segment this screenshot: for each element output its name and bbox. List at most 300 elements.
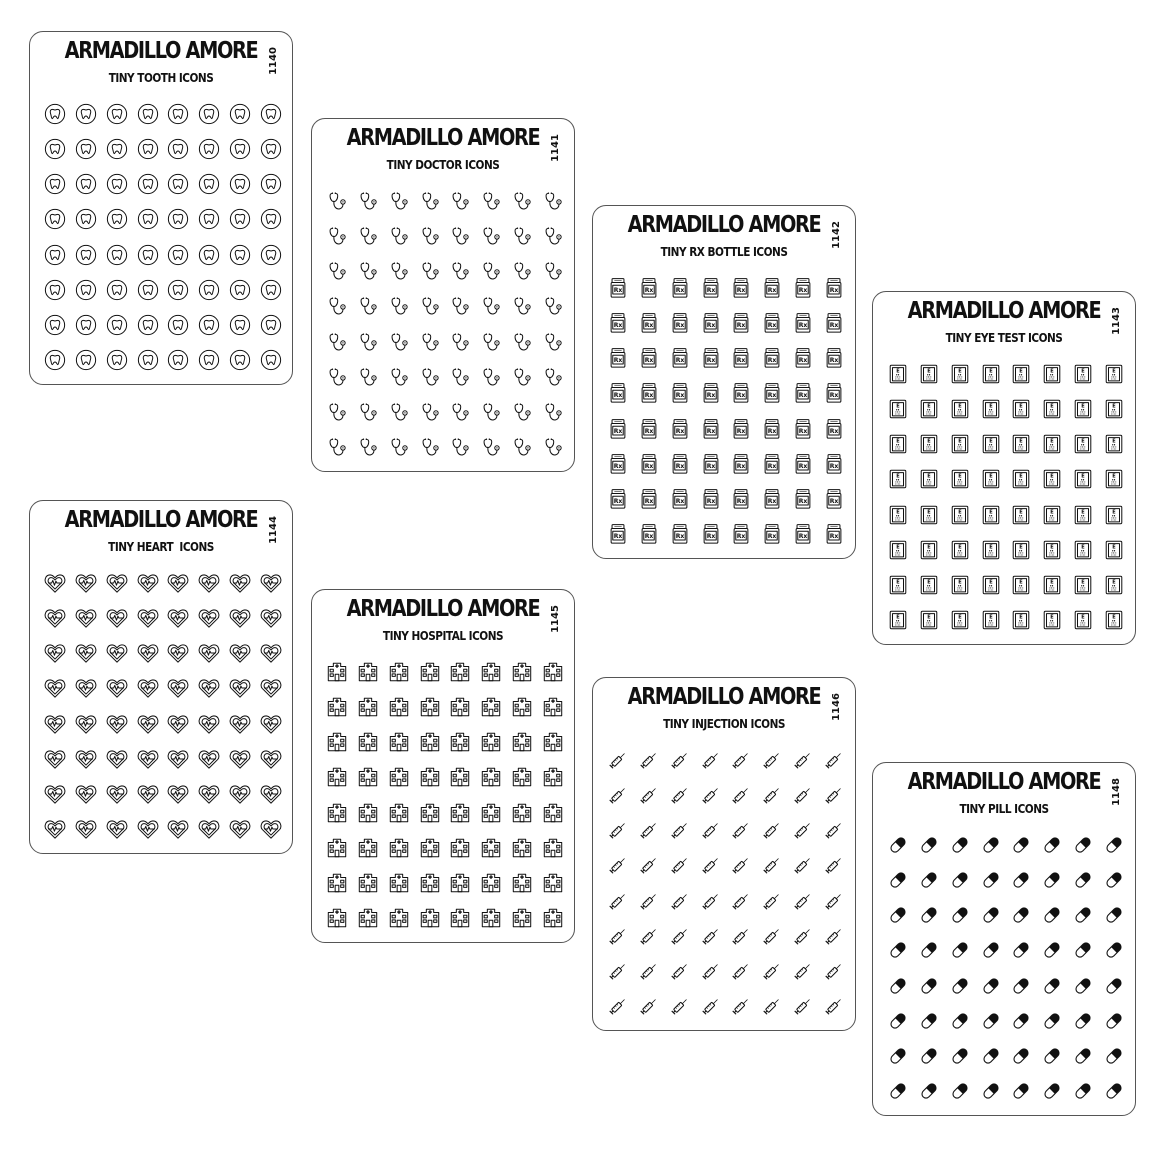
sheet-title: TINY HEART ICONS [108, 539, 214, 554]
svg-text:E: E [896, 368, 901, 375]
rx-bottle-icon [700, 488, 722, 510]
rx-bottle-icon [792, 277, 814, 299]
sticker-cell [132, 96, 163, 131]
svg-text:E: E [927, 509, 931, 516]
sticker-cell [132, 308, 163, 343]
rx-bottle-icon [669, 382, 691, 404]
svg-text:Rx: Rx [644, 427, 654, 435]
svg-text:E: E [896, 438, 901, 445]
sheet-code: 1141 [550, 134, 561, 162]
rx-bottle-icon [730, 418, 752, 440]
sticker-cell [225, 706, 256, 741]
sticker-cell [414, 760, 445, 795]
sticker-cell [476, 359, 507, 394]
heartbeat-icon [198, 642, 220, 664]
sticker-cell [445, 359, 476, 394]
sticker-cell [322, 725, 353, 760]
eye-chart-icon [949, 433, 971, 455]
svg-text:Rx: Rx [767, 392, 777, 400]
heartbeat-icon [198, 677, 220, 699]
sticker-cell [818, 777, 849, 812]
syringe-icon [638, 819, 660, 841]
sticker-cell [634, 813, 665, 848]
hospital-icon [542, 766, 564, 788]
icon-grid [322, 183, 568, 465]
sticker-cell [132, 202, 163, 237]
sticker-cell [695, 813, 726, 848]
sticker-cell [788, 918, 819, 953]
sticker-cell [163, 671, 194, 706]
svg-text:Rx: Rx [737, 322, 746, 330]
hospital-icon [449, 766, 471, 788]
sheet-code: 1145 [550, 605, 561, 633]
sticker-cell [353, 359, 384, 394]
heartbeat-icon [75, 783, 97, 805]
syringe-icon [607, 749, 629, 771]
sticker-cell [726, 270, 757, 305]
sticker-cell [726, 446, 757, 481]
syringe-icon [700, 890, 722, 912]
sticker-cell [445, 760, 476, 795]
svg-text:Rx: Rx [675, 463, 685, 471]
svg-text:Rx: Rx [614, 392, 623, 400]
sticker-cell [40, 565, 71, 600]
svg-text:Rx: Rx [767, 286, 777, 294]
eye-chart-icon [949, 468, 971, 490]
syringe-icon [761, 925, 783, 947]
rx-bottle-icon [823, 453, 845, 475]
stethoscope-icon [326, 260, 348, 282]
rx-bottle-icon [669, 277, 691, 299]
sticker-cell [384, 289, 415, 324]
svg-text:E: E [1019, 509, 1024, 516]
stethoscope-icon [542, 260, 564, 282]
pill-icon [980, 1080, 1002, 1102]
tooth-icon [260, 173, 282, 195]
syringe-icon [638, 854, 660, 876]
syringe-icon [669, 854, 691, 876]
sticker-cell [665, 989, 696, 1024]
stethoscope-icon [449, 190, 471, 212]
sticker-cell [225, 202, 256, 237]
sticker-cell [1037, 1074, 1068, 1109]
svg-text:E: E [1050, 509, 1054, 516]
sticker-cell [476, 289, 507, 324]
rx-bottle-icon [638, 382, 660, 404]
heartbeat-icon [75, 748, 97, 770]
sticker-cell [71, 272, 102, 307]
sticker-cell [507, 725, 538, 760]
tooth-icon [44, 349, 66, 371]
sticker-cell [194, 565, 225, 600]
syringe-icon [761, 819, 783, 841]
svg-text:Rx: Rx [675, 357, 685, 365]
sticker-cell [726, 989, 757, 1024]
sticker-cell [537, 689, 568, 724]
sticker-cell [71, 237, 102, 272]
sticker-cell [788, 954, 819, 989]
pill-icon [918, 1080, 940, 1102]
sticker-cell [102, 636, 133, 671]
svg-text:E: E [958, 438, 962, 445]
hospital-icon [388, 696, 410, 718]
hospital-icon [511, 661, 533, 683]
sticker-cell [1006, 898, 1037, 933]
sticker-cell [757, 883, 788, 918]
sticker-cell [726, 918, 757, 953]
tooth-icon [198, 279, 220, 301]
hospital-icon [419, 766, 441, 788]
sticker-cell [975, 1074, 1006, 1109]
stethoscope-icon [480, 225, 502, 247]
tooth-icon [75, 314, 97, 336]
sticker-cell [445, 654, 476, 689]
stethoscope-icon [419, 366, 441, 388]
heartbeat-icon [106, 607, 128, 629]
svg-text:E: E [1081, 403, 1085, 410]
sticker-cell [945, 1003, 976, 1038]
sticker-cell [255, 167, 286, 202]
rx-bottle-icon [607, 488, 629, 510]
hospital-icon [419, 731, 441, 753]
svg-text:Rx: Rx [737, 427, 746, 435]
pill-icon [1010, 1045, 1032, 1067]
sticker-cell [665, 305, 696, 340]
heartbeat-icon [260, 783, 282, 805]
icon-grid [603, 270, 849, 552]
svg-text:Rx: Rx [767, 357, 777, 365]
sticker-cell [603, 813, 634, 848]
sticker-cell [102, 308, 133, 343]
eye-chart-icon [887, 433, 909, 455]
svg-text:E: E [1111, 473, 1116, 480]
sticker-cell [132, 565, 163, 600]
rx-bottle-icon [730, 312, 752, 334]
sticker-cell [1068, 462, 1099, 497]
sticker-cell [322, 218, 353, 253]
sticker-cell [163, 96, 194, 131]
svg-text:Rx: Rx [829, 322, 838, 330]
tooth-icon [229, 349, 251, 371]
sticker-cell [634, 918, 665, 953]
sticker-cell [507, 654, 538, 689]
stethoscope-icon [419, 401, 441, 423]
sticker-cell [414, 395, 445, 430]
sticker-cell [353, 218, 384, 253]
pill-icon [918, 869, 940, 891]
rx-bottle-icon [761, 312, 783, 334]
pill-icon [1010, 904, 1032, 926]
heartbeat-icon [229, 713, 251, 735]
stethoscope-icon [511, 225, 533, 247]
sticker-cell [695, 989, 726, 1024]
sticker-cell [603, 848, 634, 883]
hospital-icon [542, 696, 564, 718]
eye-chart-icon [1041, 539, 1063, 561]
svg-text:E: E [958, 509, 962, 516]
sticker-cell [71, 202, 102, 237]
pill-icon [887, 1080, 909, 1102]
sticker-cell [102, 343, 133, 378]
sticker-cell [788, 989, 819, 1024]
heartbeat-icon [260, 642, 282, 664]
pill-icon [980, 1045, 1002, 1067]
stethoscope-icon [449, 295, 471, 317]
eye-chart-icon [1010, 504, 1032, 526]
sticker-cell [102, 272, 133, 307]
rx-bottle-icon [607, 453, 629, 475]
sticker-cell [384, 866, 415, 901]
sticker-cell [1068, 356, 1099, 391]
sticker-cell [757, 813, 788, 848]
syringe-icon [730, 854, 752, 876]
sticker-cell [322, 395, 353, 430]
syringe-icon [607, 784, 629, 806]
pill-icon [949, 1080, 971, 1102]
eye-chart-icon [1041, 504, 1063, 526]
sticker-cell [788, 446, 819, 481]
sticker-cell [975, 968, 1006, 1003]
sticker-cell [71, 565, 102, 600]
sticker-cell [537, 725, 568, 760]
sticker-cell [726, 517, 757, 552]
sticker-cell [255, 777, 286, 812]
sticker-cell [1037, 356, 1068, 391]
svg-text:E: E [1050, 368, 1054, 375]
sticker-cell [665, 848, 696, 883]
svg-text:E: E [958, 403, 962, 410]
sticker-cell [1006, 1003, 1037, 1038]
sticker-cell [1098, 462, 1129, 497]
tooth-icon [137, 173, 159, 195]
sticker-cell [945, 532, 976, 567]
sticker-cell [883, 827, 914, 862]
sticker-cell [353, 654, 384, 689]
sticker-cell [353, 430, 384, 465]
eye-chart-icon [918, 609, 940, 631]
sheet-title: TINY HOSPITAL ICONS [382, 628, 504, 643]
svg-text:E: E [1050, 473, 1054, 480]
sticker-cell [757, 742, 788, 777]
syringe-icon [700, 925, 722, 947]
svg-text:Rx: Rx [767, 427, 777, 435]
heartbeat-icon [44, 677, 66, 699]
sticker-cell [1006, 968, 1037, 1003]
rx-bottle-icon [730, 347, 752, 369]
stethoscope-icon [357, 190, 379, 212]
icon-grid [603, 742, 849, 1024]
sticker-cell [384, 830, 415, 865]
sticker-cell [445, 254, 476, 289]
svg-text:E: E [1019, 579, 1024, 586]
sticker-cell [414, 795, 445, 830]
svg-text:E: E [927, 438, 931, 445]
rx-bottle-icon [700, 312, 722, 334]
svg-text:E: E [1050, 403, 1054, 410]
syringe-icon [638, 925, 660, 947]
svg-text:Rx: Rx [737, 392, 746, 400]
stethoscope-icon [511, 260, 533, 282]
tooth-icon [260, 314, 282, 336]
syringe-icon [669, 819, 691, 841]
sticker-cell [603, 270, 634, 305]
sheet-brand: ARMADILLO AMORE [907, 769, 1101, 795]
pill-icon [1010, 1010, 1032, 1032]
tooth-icon [260, 349, 282, 371]
hospital-icon [419, 696, 441, 718]
sticker-cell [914, 1039, 945, 1074]
syringe-icon [823, 854, 845, 876]
sticker-cell [818, 918, 849, 953]
eye-chart-icon [1072, 609, 1094, 631]
rx-bottle-icon [792, 488, 814, 510]
pill-icon [980, 904, 1002, 926]
eye-chart-icon [1041, 363, 1063, 385]
rx-bottle-icon [730, 453, 752, 475]
sticker-cell [507, 430, 538, 465]
sticker-cell [883, 933, 914, 968]
rx-bottle-icon [792, 453, 814, 475]
stethoscope-icon [357, 295, 379, 317]
pill-icon [980, 939, 1002, 961]
tooth-icon [75, 349, 97, 371]
sticker-cell [40, 272, 71, 307]
sticker-cell [665, 918, 696, 953]
sheet-code: 1140 [268, 47, 279, 75]
heartbeat-icon [229, 642, 251, 664]
sticker-cell [1006, 862, 1037, 897]
sticker-cell [353, 289, 384, 324]
tooth-icon [75, 138, 97, 160]
tooth-icon [137, 138, 159, 160]
svg-text:Rx: Rx [798, 322, 808, 330]
sticker-cell [255, 202, 286, 237]
syringe-icon [823, 890, 845, 912]
syringe-icon [669, 749, 691, 771]
sticker-cell [163, 167, 194, 202]
sticker-cell [1037, 462, 1068, 497]
sticker-cell [695, 954, 726, 989]
hospital-icon [326, 837, 348, 859]
svg-text:E: E [1111, 403, 1116, 410]
sticker-cell [507, 324, 538, 359]
stethoscope-icon [419, 295, 441, 317]
sticker-cell [634, 517, 665, 552]
heartbeat-icon [137, 677, 159, 699]
pill-icon [1072, 1080, 1094, 1102]
sticker-cell [40, 812, 71, 847]
sticker-cell [726, 482, 757, 517]
pill-icon [1010, 975, 1032, 997]
sticker-cell [40, 777, 71, 812]
eye-chart-icon [1103, 398, 1125, 420]
tooth-icon [106, 314, 128, 336]
sticker-cell [476, 254, 507, 289]
syringe-icon [607, 925, 629, 947]
sticker-cell [665, 954, 696, 989]
sticker-cell [507, 689, 538, 724]
sticker-cell [1098, 532, 1129, 567]
sticker-cell [102, 671, 133, 706]
syringe-icon [700, 960, 722, 982]
syringe-icon [792, 890, 814, 912]
tooth-icon [229, 244, 251, 266]
sticker-cell [788, 848, 819, 883]
sticker-cell [507, 289, 538, 324]
sheet-title: TINY EYE TEST ICONS [945, 330, 1063, 345]
pill-icon [980, 834, 1002, 856]
sticker-cell [414, 689, 445, 724]
eye-chart-icon [1072, 398, 1094, 420]
sticker-cell [883, 532, 914, 567]
rx-bottle-icon [700, 418, 722, 440]
pill-icon [918, 975, 940, 997]
svg-text:E: E [1111, 368, 1116, 375]
pill-icon [949, 904, 971, 926]
sticker-cell [507, 359, 538, 394]
sticker-cell [194, 812, 225, 847]
tooth-icon [137, 103, 159, 125]
sticker-cell [476, 866, 507, 901]
heartbeat-icon [44, 818, 66, 840]
tooth-icon [229, 138, 251, 160]
sticker-cell [507, 901, 538, 936]
hospital-icon [419, 907, 441, 929]
sticker-cell [194, 308, 225, 343]
sticker-cell [255, 671, 286, 706]
eye-chart-icon [918, 363, 940, 385]
svg-text:E: E [988, 614, 993, 621]
sticker-cell [634, 848, 665, 883]
tooth-icon [198, 173, 220, 195]
tooth-icon [198, 244, 220, 266]
sticker-cell [757, 517, 788, 552]
rx-bottle-icon [761, 277, 783, 299]
svg-text:Rx: Rx [644, 286, 654, 294]
sticker-cell [914, 898, 945, 933]
heartbeat-icon [229, 572, 251, 594]
rx-bottle-icon [700, 347, 722, 369]
svg-text:E: E [1111, 614, 1116, 621]
sticker-cell [1068, 427, 1099, 462]
tooth-icon [167, 279, 189, 301]
heartbeat-icon [137, 748, 159, 770]
sticker-cell [225, 565, 256, 600]
sticker-cell [102, 812, 133, 847]
sticker-cell [1068, 1074, 1099, 1109]
svg-text:E: E [958, 473, 962, 480]
rx-bottle-icon [761, 418, 783, 440]
sticker-cell [225, 636, 256, 671]
stethoscope-icon [480, 295, 502, 317]
syringe-icon [823, 784, 845, 806]
svg-text:Rx: Rx [614, 427, 623, 435]
sticker-cell [194, 131, 225, 166]
hospital-icon [326, 696, 348, 718]
pill-icon [1072, 1010, 1094, 1032]
sticker-cell [445, 725, 476, 760]
rx-bottle-icon [638, 277, 660, 299]
eye-chart-icon [980, 504, 1002, 526]
hospital-icon [511, 731, 533, 753]
eye-chart-icon [1041, 468, 1063, 490]
eye-chart-icon [1072, 468, 1094, 490]
rx-bottle-icon [607, 277, 629, 299]
eye-chart-icon [1041, 609, 1063, 631]
sticker-cell [102, 131, 133, 166]
svg-text:Rx: Rx [829, 427, 838, 435]
sticker-cell [1006, 532, 1037, 567]
